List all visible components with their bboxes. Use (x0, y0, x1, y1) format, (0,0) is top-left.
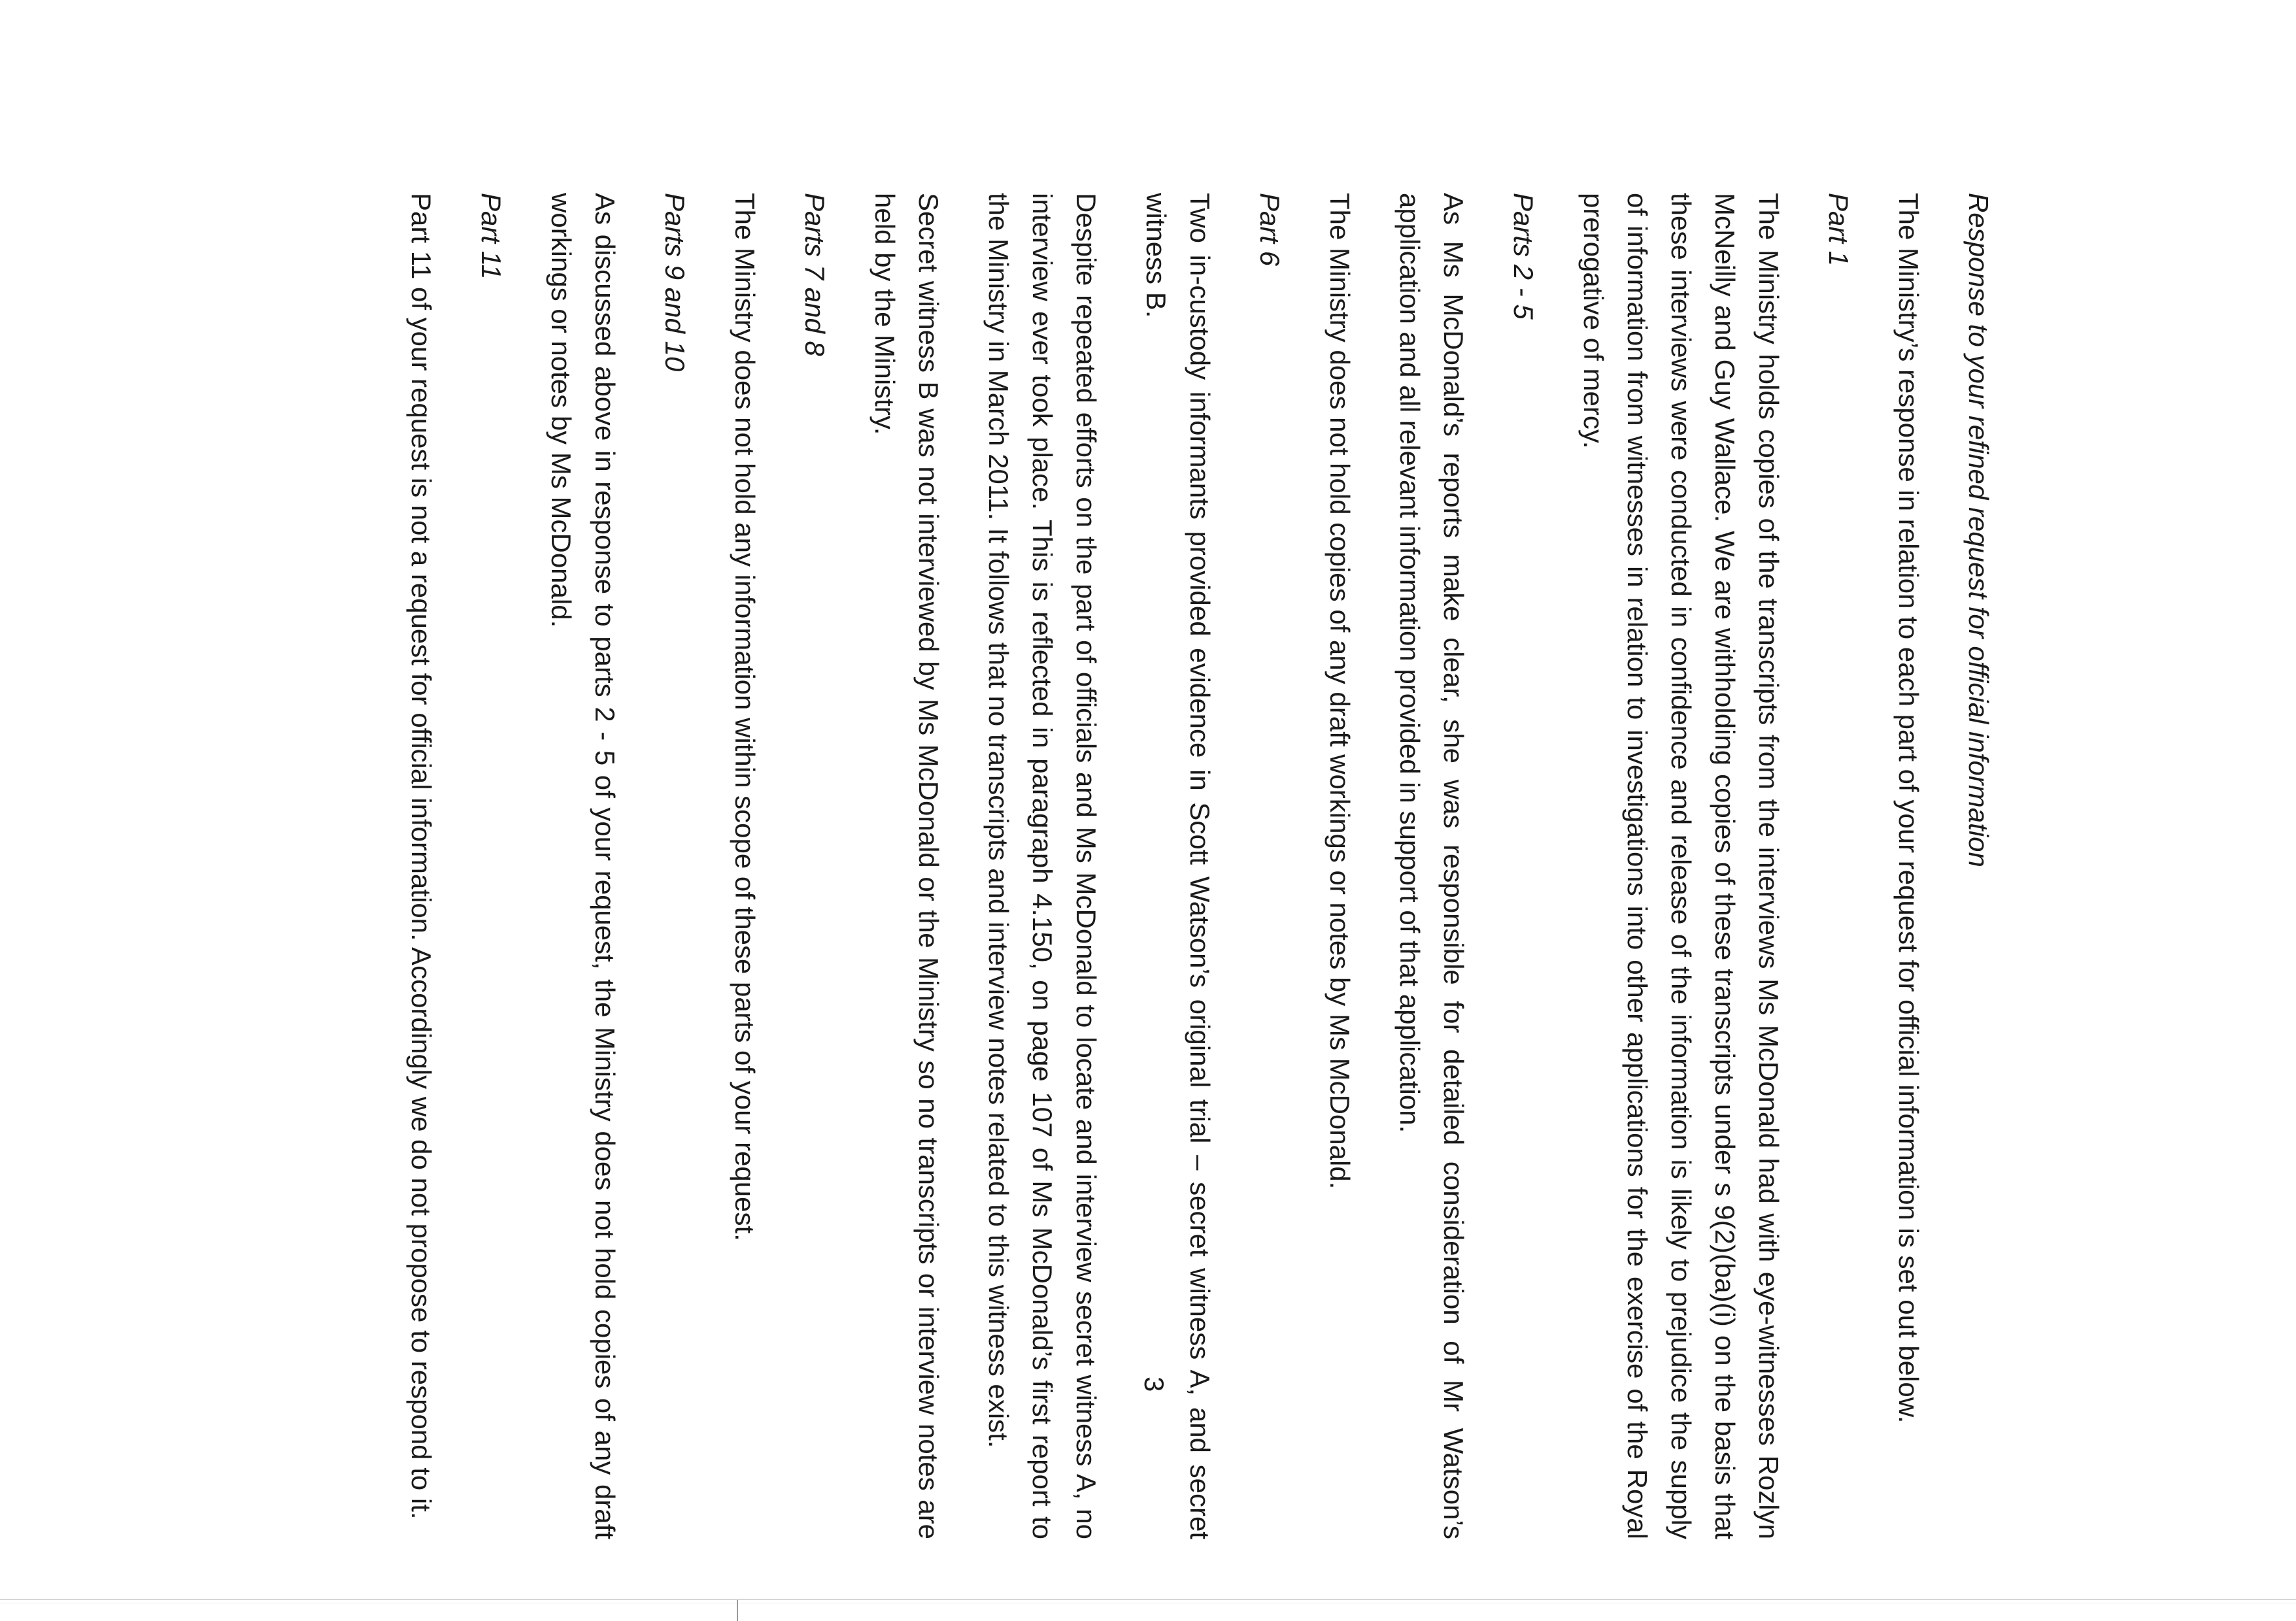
section-heading-part-1: Part 1 (1823, 193, 1854, 267)
section-paragraph: The Ministry does not hold any information within scope of these parts of your request. (730, 193, 760, 1241)
section-paragraph: Two in-custody informants provided evidence in Scott Watson’s original trial – secret witness A, and secret witness B. (1141, 193, 1215, 1539)
section-paragraph: As Ms McDonald’s reports make clear, she was responsible for detailed consideration of Mr Watson’s application and all relevant information provided in support of that application. (1394, 193, 1469, 1539)
page-number: 3 (1139, 1377, 1170, 1392)
section-paragraph: Despite repeated efforts on the part of officials and Ms McDonald to locate and interview secret witness A, no interview ever took place. This is reflected in paragraph 4.150, on page 107 of Ms McDonald’s first report to the Ministry in March 2011. It follows that no transcripts and interview notes related to this witness exist. (983, 193, 1102, 1539)
section-paragraph: The Ministry does not hold copies of any draft workings or notes by Ms McDonald. (1325, 193, 1355, 1190)
scan-edge-line (0, 1599, 2296, 1600)
section-heading-parts-9-10: Parts 9 and 10 (660, 193, 690, 372)
section-heading-parts-7-8: Parts 7 and 8 (800, 193, 830, 356)
document-heading: Response to your refined request for official information (1963, 193, 1994, 867)
section-paragraph: Part 11 of your request is not a request for official information. Accordingly we do not propose to respond to it. (406, 193, 437, 1520)
scan-tick-mark (737, 1600, 738, 1621)
page-body (373, 193, 2001, 1539)
section-heading-part-6: Part 6 (1255, 193, 1285, 267)
section-paragraph: As discussed above in response to parts 2 - 5 of your request, the Ministry does not hold copies of any draft workings or notes by Ms McDonald. (546, 193, 620, 1539)
section-paragraph: Secret witness B was not interviewed by Ms McDonald or the Ministry so no transcripts or interview notes are held by the Ministry. (869, 193, 944, 1539)
intro-paragraph: The Ministry’s response in relation to each part of your request for official information is set out below. (1893, 193, 1924, 1424)
section-heading-part-11: Part 11 (476, 193, 507, 280)
section-paragraph: The Ministry holds copies of the transcripts from the interviews Ms McDonald had with eye-witnesses Rozlyn McNeilly and Guy Wallace. We are withholding copies of these transcripts under s 9(2)(ba)(i) on the basis that these interviews were conducted in confidence and release of the information is likely to prejudice the supply of information from witnesses in relation to investigations into other applications for the exercise of the Royal prerogative of mercy. (1578, 193, 1784, 1539)
section-heading-parts-2-5: Parts 2 - 5 (1508, 193, 1539, 320)
